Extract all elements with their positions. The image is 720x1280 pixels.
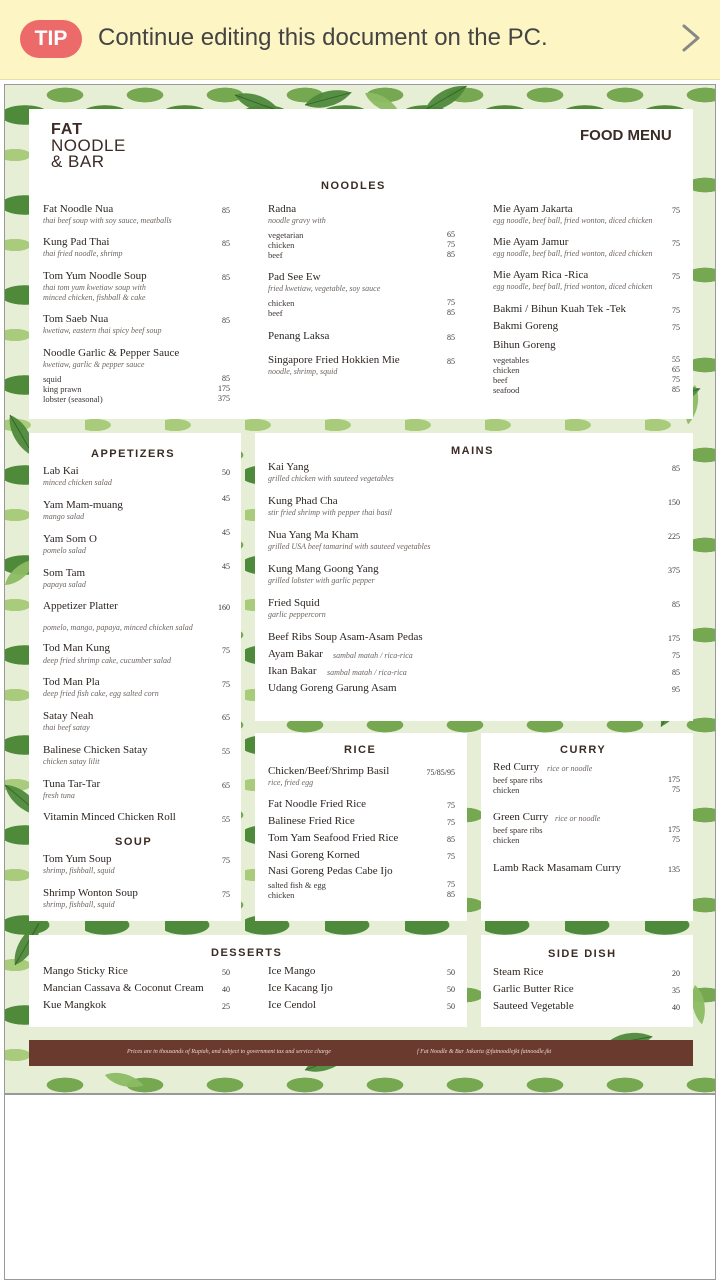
menu-item-name: Penang Laksa xyxy=(268,330,330,342)
menu-item-price: 75 xyxy=(447,801,455,810)
menu-item-price: 85 xyxy=(672,668,680,677)
menu-item-desc: sambal matah / rica-rica xyxy=(327,668,407,677)
menu-item-desc: thai fried noodle, shrimp xyxy=(43,249,123,258)
section-title-rice: RICE xyxy=(344,744,377,756)
menu-item-name: Fat Noodle Fried Rice xyxy=(268,798,367,810)
option-label: lobster (seasonal) xyxy=(43,394,103,404)
menu-item-price: 85 xyxy=(672,464,680,473)
option-label: squid xyxy=(43,374,62,384)
menu-item-name: Mango Sticky Rice xyxy=(43,965,128,977)
menu-item-desc: rice or noodle xyxy=(555,814,601,823)
tip-badge: TIP xyxy=(20,20,82,58)
option-label: vegetarian xyxy=(268,230,304,240)
menu-item-price: 35 xyxy=(672,986,680,995)
menu-item-price: 40 xyxy=(222,985,230,994)
option-price: 375 xyxy=(218,394,230,403)
menu-item-desc: garlic peppercorn xyxy=(268,610,326,619)
option-label: beef spare ribs xyxy=(493,825,543,835)
option-label: chicken xyxy=(268,240,295,250)
option-price: 75 xyxy=(672,835,680,844)
menu-item-name: Mancian Cassava & Coconut Cream xyxy=(43,982,204,994)
option-price: 75 xyxy=(672,375,680,384)
menu-item-desc: noodle gravy with xyxy=(268,216,326,225)
option-label: beef xyxy=(268,308,283,318)
menu-item-name: Shrimp Wonton Soup xyxy=(43,887,138,899)
menu-item-price: 75 xyxy=(222,680,230,689)
menu-item-name: Mie Ayam Jamur xyxy=(493,236,569,248)
menu-item-name: Ice Kacang Ijo xyxy=(268,982,333,994)
menu-item-price: 20 xyxy=(672,969,680,978)
menu-item-price: 75 xyxy=(672,306,680,315)
menu-item-name: Singapore Fried Hokkien Mie xyxy=(268,354,400,366)
tip-banner[interactable] xyxy=(0,0,720,80)
menu-item-price: 85 xyxy=(222,316,230,325)
option-label: vegetables xyxy=(493,355,529,365)
menu-item-desc: fried kwetiaw, vegetable, soy sauce xyxy=(268,284,381,293)
menu-item-price: 75/85/95 xyxy=(426,768,455,777)
option-price: 75 xyxy=(447,298,455,307)
menu-item-desc: noodle, shrimp, squid xyxy=(268,367,338,376)
option-label: chicken xyxy=(493,785,520,795)
menu-item-name: Tod Man Kung xyxy=(43,642,111,654)
chevron-right-icon[interactable] xyxy=(676,18,706,58)
menu-item-desc: stir fried shrimp with pepper thai basil xyxy=(268,508,393,517)
menu-item-price: 75 xyxy=(672,651,680,660)
option-price: 85 xyxy=(672,385,680,394)
menu-item-price: 75 xyxy=(222,646,230,655)
option-price: 65 xyxy=(447,230,455,239)
tip-message[interactable]: Continue editing this document on the PC. xyxy=(98,24,548,51)
menu-item-price: 25 xyxy=(222,1002,230,1011)
menu-item-desc: chicken satay lilit xyxy=(43,757,100,766)
option-price: 75 xyxy=(672,785,680,794)
menu-item-desc: rice or noodle xyxy=(547,764,593,773)
menu-item-price: 75 xyxy=(672,272,680,281)
menu-item-price: 85 xyxy=(222,239,230,248)
menu-item-name: Fried Squid xyxy=(268,597,320,609)
noodles-panel xyxy=(29,109,693,419)
menu-item-price: 95 xyxy=(672,685,680,694)
menu-item-name: Tom Yam Seafood Fried Rice xyxy=(268,832,399,844)
menu-item-price: 75 xyxy=(672,323,680,332)
menu-item-price: 50 xyxy=(447,1002,455,1011)
menu-item-name: Ikan Bakar xyxy=(268,665,317,677)
option-label: chicken xyxy=(493,365,520,375)
menu-item-price: 55 xyxy=(222,815,230,824)
menu-item-price: 45 xyxy=(222,528,230,537)
menu-item-name: Nasi Goreng Korned xyxy=(268,849,360,861)
brand-logo-noodle: NOODLE xyxy=(51,136,126,155)
menu-item-price: 225 xyxy=(668,532,680,541)
section-title-noodles: NOODLES xyxy=(321,180,386,192)
menu-item-price: 55 xyxy=(222,747,230,756)
menu-item-desc: grilled lobster with garlic pepper xyxy=(268,576,375,585)
menu-item-price: 135 xyxy=(668,865,680,874)
menu-item-price: 45 xyxy=(222,562,230,571)
menu-item-desc: minced chicken, fishball & cake xyxy=(43,293,146,302)
menu-item-desc: sambal matah / rica-rica xyxy=(333,651,413,660)
menu-item-price: 50 xyxy=(447,968,455,977)
option-label: beef spare ribs xyxy=(493,775,543,785)
section-title-curry: CURRY xyxy=(560,744,607,756)
menu-item-desc: egg noodle, beef ball, fried wonton, diced chicken xyxy=(493,282,653,291)
menu-item-desc: shrimp, fishball, squid xyxy=(43,866,115,875)
option-label: chicken xyxy=(268,298,295,308)
menu-item-price: 75 xyxy=(222,856,230,865)
menu-item-name: Mie Ayam Rica -Rica xyxy=(493,269,589,281)
menu-item-name: Vitamin Minced Chicken Roll xyxy=(43,811,176,823)
menu-item-name: Lamb Rack Masamam Curry xyxy=(493,862,621,874)
section-title-side-dish: SIDE DISH xyxy=(548,948,617,960)
menu-item-desc: deep fried shrimp cake, cucumber salad xyxy=(43,656,171,665)
option-price: 75 xyxy=(447,880,455,889)
menu-item-name: Kung Mang Goong Yang xyxy=(268,563,379,575)
menu-item-desc: rice, fried egg xyxy=(268,778,314,787)
option-price: 85 xyxy=(447,250,455,259)
menu-item-name: Tuna Tar-Tar xyxy=(43,778,101,790)
menu-item-name: Bakmi / Bihun Kuah Tek -Tek xyxy=(493,303,626,315)
menu-item-desc: grilled chicken with sauteed vegetables xyxy=(268,474,394,483)
menu-item-price: 75 xyxy=(447,852,455,861)
menu-item-name: Nasi Goreng Pedas Cabe Ijo xyxy=(268,865,393,877)
menu-item-name: Lab Kai xyxy=(43,465,79,477)
option-price: 175 xyxy=(668,825,680,834)
menu-item-price: 85 xyxy=(447,333,455,342)
menu-item-name: Tom Saeb Nua xyxy=(43,313,109,325)
section-title-desserts: DESSERTS xyxy=(211,947,283,959)
menu-item-desc: pomelo salad xyxy=(43,546,86,555)
option-price: 175 xyxy=(668,775,680,784)
menu-item-name: Appetizer Platter xyxy=(43,600,118,612)
menu-item-price: 45 xyxy=(222,494,230,503)
option-label: seafood xyxy=(493,385,520,395)
menu-item-price: 75 xyxy=(222,890,230,899)
menu-item-name: Radna xyxy=(268,203,297,215)
menu-item-name: Balinese Chicken Satay xyxy=(43,744,148,756)
menu-item-price: 50 xyxy=(447,985,455,994)
menu-title: FOOD MENU xyxy=(580,127,672,144)
menu-item-price: 50 xyxy=(222,968,230,977)
menu-item-name: Chicken/Beef/Shrimp Basil xyxy=(268,765,390,777)
menu-item-name: Steam Rice xyxy=(493,966,544,978)
menu-item-name: Red Curry xyxy=(493,761,540,773)
menu-item-desc: thai beef satay xyxy=(43,723,90,732)
menu-item-name: Tom Yum Noodle Soup xyxy=(43,270,147,282)
menu-item-name: Ice Cendol xyxy=(268,999,316,1011)
brand-logo-bar: & BAR xyxy=(51,152,105,171)
menu-item-name: Pad See Ew xyxy=(268,271,321,283)
option-label: chicken xyxy=(493,835,520,845)
menu-item-name: Bakmi Goreng xyxy=(493,320,559,332)
section-title-soup: SOUP xyxy=(115,836,153,848)
menu-item-price: 75 xyxy=(672,239,680,248)
option-label: chicken xyxy=(268,890,295,900)
section-title-mains: MAINS xyxy=(451,445,494,457)
menu-item-name: Nua Yang Ma Kham xyxy=(268,529,359,541)
menu-item-name: Fat Noodle Nua xyxy=(43,203,114,215)
menu-item-price: 85 xyxy=(447,835,455,844)
option-label: beef xyxy=(268,250,283,260)
menu-item-desc: mango salad xyxy=(43,512,85,521)
menu-document[interactable] xyxy=(4,84,716,1094)
menu-item-desc: shrimp, fishball, squid xyxy=(43,900,115,909)
menu-item-desc: egg noodle, beef ball, fried wonton, diced chicken xyxy=(493,249,653,258)
menu-item-name: Ayam Bakar xyxy=(268,648,323,660)
menu-item-price: 85 xyxy=(672,600,680,609)
option-label: beef xyxy=(493,375,508,385)
menu-item-name: Yam Som O xyxy=(43,533,97,545)
option-price: 85 xyxy=(447,308,455,317)
menu-item-desc: thai tom yum kwetiaw soup with xyxy=(43,283,146,292)
menu-item-desc: thai beef soup with soy sauce, meatballs xyxy=(43,216,172,225)
option-price: 85 xyxy=(222,374,230,383)
option-price: 75 xyxy=(447,240,455,249)
menu-item-name: Udang Goreng Garung Asam xyxy=(268,682,397,694)
option-price: 175 xyxy=(218,384,230,393)
option-price: 55 xyxy=(672,355,680,364)
menu-item-name: Green Curry xyxy=(493,811,549,823)
menu-item-name: Satay Neah xyxy=(43,710,94,722)
menu-item-price: 65 xyxy=(222,781,230,790)
menu-item-price: 150 xyxy=(668,498,680,507)
option-price: 65 xyxy=(672,365,680,374)
menu-item-name: Sauteed Vegetable xyxy=(493,1000,574,1012)
option-label: king prawn xyxy=(43,384,82,394)
menu-item-name: Noodle Garlic & Pepper Sauce xyxy=(43,347,180,359)
footer-social: f Fat Noodle & Bar Jakarta @fatnoodlejkt fatnoodle.jkt xyxy=(417,1049,552,1055)
menu-item-price: 85 xyxy=(222,206,230,215)
menu-item-name: Garlic Butter Rice xyxy=(493,983,574,995)
menu-item-name: Tod Man Pla xyxy=(43,676,100,688)
menu-item-name: Kue Mangkok xyxy=(43,999,107,1011)
menu-item-name: Yam Mam-muang xyxy=(43,499,123,511)
next-page-preview[interactable] xyxy=(4,1094,716,1280)
option-price: 85 xyxy=(447,890,455,899)
menu-item-price: 75 xyxy=(672,206,680,215)
menu-item-name: Kung Pad Thai xyxy=(43,236,110,248)
menu-item-desc: egg noodle, beef ball, fried wonton, diced chicken xyxy=(493,216,653,225)
menu-item-desc: kwetiaw, eastern thai spicy beef soup xyxy=(43,326,162,335)
menu-item-price: 75 xyxy=(447,818,455,827)
footer-note: Prices are in thousands of Rupiah, and subject to government tax and service charge xyxy=(127,1049,331,1055)
brand-logo-fat: FAT xyxy=(51,121,84,138)
menu-item-desc: papaya salad xyxy=(43,580,86,589)
menu-item-name: Ice Mango xyxy=(268,965,316,977)
menu-item-desc: deep fried fish cake, egg salted corn xyxy=(43,689,159,698)
menu-item-price: 50 xyxy=(222,468,230,477)
menu-item-price: 65 xyxy=(222,713,230,722)
menu-item-name: Tom Yum Soup xyxy=(43,853,112,865)
menu-item-price: 160 xyxy=(218,603,230,612)
menu-item-price: 85 xyxy=(447,357,455,366)
menu-item-price: 375 xyxy=(668,566,680,575)
menu-item-name: Kai Yang xyxy=(268,461,309,473)
menu-item-price: 85 xyxy=(222,273,230,282)
menu-item-desc: pomelo, mango, papaya, minced chicken salad xyxy=(43,623,193,632)
menu-item-name: Kung Phad Cha xyxy=(268,495,338,507)
menu-item-desc: fresh tuna xyxy=(43,791,75,800)
menu-item-name: Beef Ribs Soup Asam-Asam Pedas xyxy=(268,631,423,643)
menu-item-name: Balinese Fried Rice xyxy=(268,815,355,827)
menu-item-name: Mie Ayam Jakarta xyxy=(493,203,573,215)
menu-item-name: Som Tam xyxy=(43,567,86,579)
menu-item-desc: grilled USA beef tamarind with sauteed vegetables xyxy=(268,542,431,551)
menu-item-name: Bihun Goreng xyxy=(493,339,556,351)
menu-item-desc: minced chicken salad xyxy=(43,478,112,487)
option-label: salted fish & egg xyxy=(268,880,326,890)
menu-item-price: 175 xyxy=(668,634,680,643)
menu-item-desc: kwetiaw, garlic & pepper sauce xyxy=(43,360,145,369)
section-title-appetizers: APPETIZERS xyxy=(91,448,176,460)
menu-item-price: 40 xyxy=(672,1003,680,1012)
